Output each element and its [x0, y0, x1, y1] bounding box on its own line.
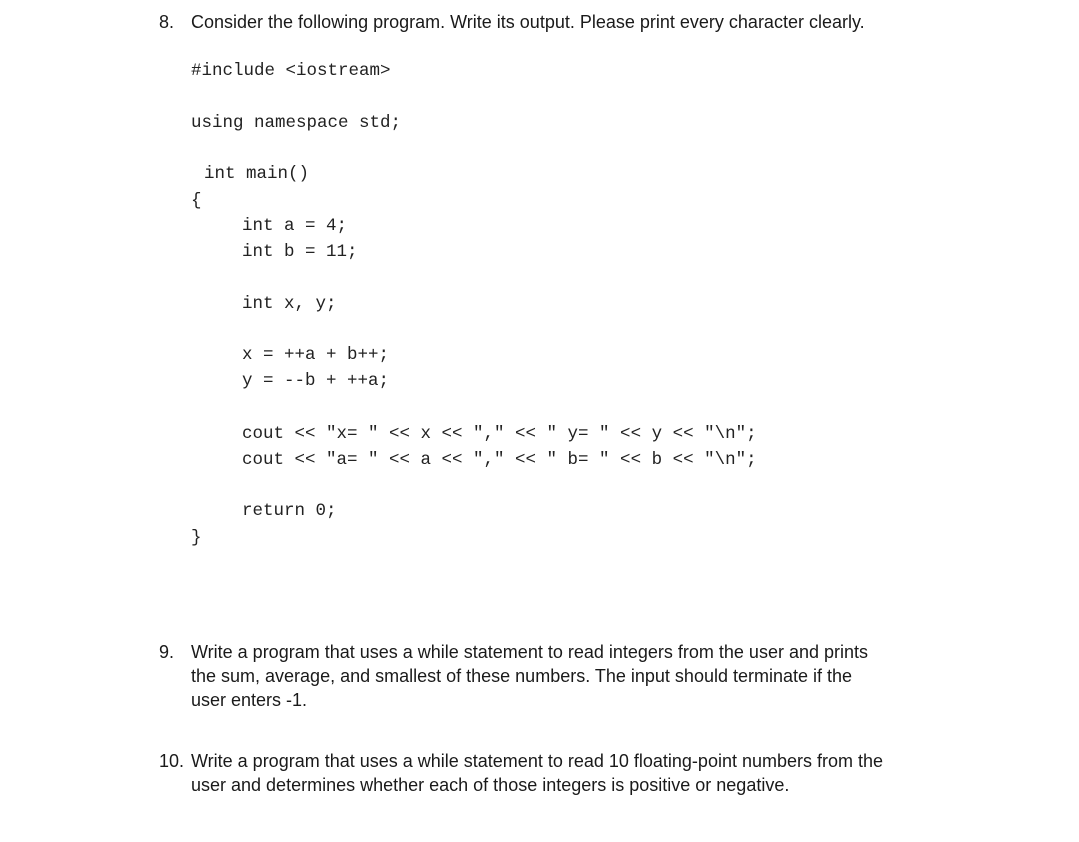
code-cout-2: cout << "a= " << a << "," << " b= " << b << "\n"; [242, 450, 757, 470]
code-decl-a: int a = 4; [242, 216, 348, 236]
code-decl-b: int b = 11; [242, 242, 358, 262]
question-9 [159, 640, 868, 712]
question-8-number: 8. [159, 12, 175, 32]
question-9-line: Write a program that uses a while statement to read integers from the user and prints [191, 642, 868, 662]
question-10-line: user and determines whether each of those integers is positive or negative. [191, 775, 790, 795]
code-include: #include <iostream> [191, 61, 391, 81]
question-10-text [159, 749, 883, 797]
question-8-text [159, 10, 865, 34]
code-assign-y: y = --b + ++a; [242, 371, 390, 391]
code-return: return 0; [242, 501, 337, 521]
question-9-text [159, 640, 868, 712]
question-10 [159, 749, 883, 797]
question-10-line: Write a program that uses a while statement to read 10 floating-point numbers from the [191, 751, 884, 771]
question-9-number: 9. [159, 642, 175, 662]
code-open-brace: { [191, 191, 202, 211]
code-cout-1: cout << "x= " << x << "," << " y= " << y << "\n"; [242, 424, 757, 444]
code-using: using namespace std; [191, 113, 402, 133]
question-10-number: 10. [159, 751, 185, 771]
question-9-line: the sum, average, and smallest of these numbers. The input should terminate if the [191, 666, 853, 686]
code-decl-xy: int x, y; [242, 294, 337, 314]
question-8-line: Consider the following program. Write its output. Please print every character clearly. [191, 12, 865, 32]
code-close-brace: } [191, 528, 202, 548]
code-assign-x: x = ++a + b++; [242, 345, 390, 365]
question-9-line: user enters -1. [191, 690, 308, 710]
question-8 [159, 10, 865, 34]
code-main-signature: int main() [204, 164, 310, 184]
